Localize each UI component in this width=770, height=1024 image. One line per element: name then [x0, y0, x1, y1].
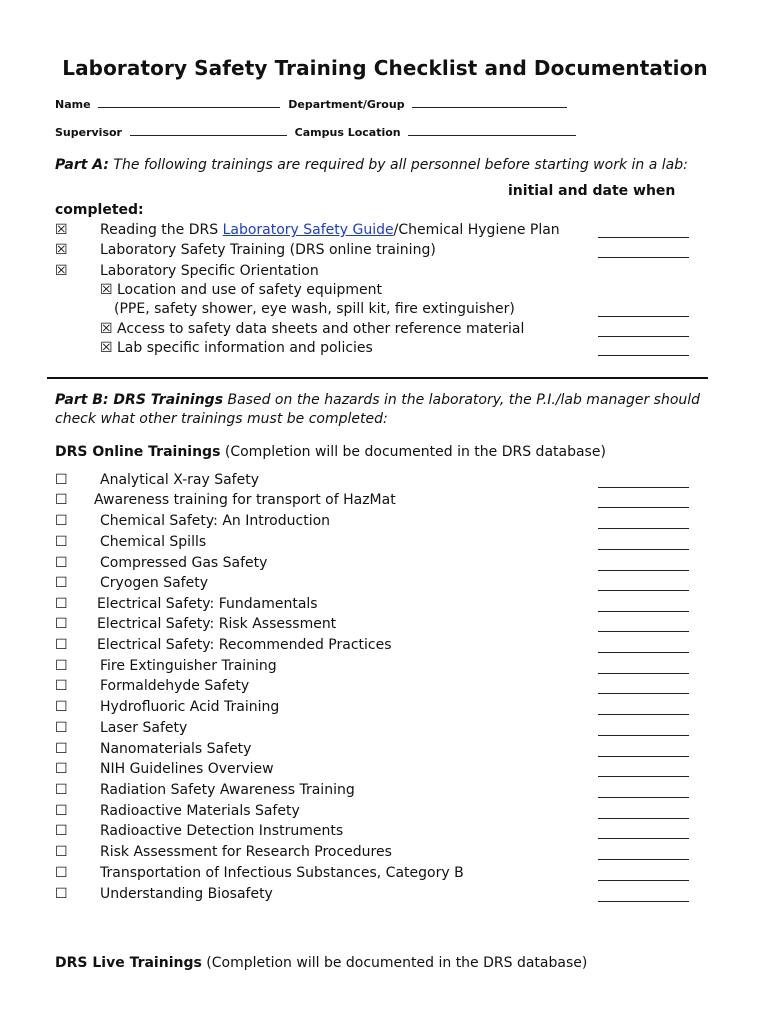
name-dept-row — [55, 97, 571, 111]
training-label: Electrical Safety: Recommended Practices — [97, 637, 392, 653]
unchecked-box-icon[interactable]: ☐ — [55, 555, 68, 571]
completed-header: completed: — [55, 202, 144, 218]
name-label: Name — [55, 98, 91, 111]
unchecked-box-icon[interactable]: ☐ — [55, 803, 68, 819]
online-training-row — [0, 720, 770, 740]
unchecked-box-icon[interactable]: ☐ — [55, 616, 68, 632]
initial-date-line[interactable] — [598, 838, 689, 839]
department-label: Department/Group — [288, 98, 405, 111]
lab-safety-guide-link[interactable]: Laboratory Safety Guide — [222, 222, 394, 238]
part-a-subitem-lab-policies — [0, 340, 770, 360]
initial-date-line[interactable] — [598, 756, 689, 757]
live-heading: DRS Live Trainings — [55, 955, 202, 971]
subitem-label: ☒ Access to safety data sheets and other reference material — [100, 321, 525, 337]
page-title: Laboratory Safety Training Checklist and Documentation — [62, 56, 708, 80]
unchecked-box-icon[interactable]: ☐ — [55, 492, 68, 508]
online-training-row — [0, 678, 770, 698]
unchecked-box-icon[interactable]: ☐ — [55, 699, 68, 715]
initial-date-line[interactable] — [598, 507, 689, 508]
training-label: Chemical Spills — [100, 534, 207, 550]
initial-date-line[interactable] — [598, 590, 689, 591]
initial-date-line[interactable] — [598, 611, 689, 612]
online-training-row — [0, 699, 770, 719]
part-a-item-lab-safety-training — [0, 242, 770, 262]
online-training-row — [0, 596, 770, 616]
online-trainings-heading — [55, 444, 606, 460]
online-training-row — [0, 534, 770, 554]
unchecked-box-icon[interactable]: ☐ — [55, 865, 68, 881]
initial-date-line[interactable] — [598, 735, 689, 736]
initial-date-line[interactable] — [598, 673, 689, 674]
live-note: (Completion will be documented in the DRS database) — [201, 955, 588, 971]
online-training-row — [0, 575, 770, 595]
training-label: Compressed Gas Safety — [100, 555, 268, 571]
training-label: Nanomaterials Safety — [100, 741, 252, 757]
unchecked-box-icon[interactable]: ☐ — [55, 472, 68, 488]
unchecked-box-icon[interactable]: ☐ — [55, 782, 68, 798]
online-training-row — [0, 803, 770, 823]
online-training-row — [0, 637, 770, 657]
initial-date-line[interactable] — [598, 336, 689, 337]
online-note: (Completion will be documented in the DRS database) — [220, 444, 606, 460]
training-label: Electrical Safety: Fundamentals — [97, 596, 318, 612]
unchecked-box-icon[interactable]: ☐ — [55, 823, 68, 839]
initial-date-line[interactable] — [598, 797, 689, 798]
initial-date-line[interactable] — [598, 776, 689, 777]
online-training-row — [0, 782, 770, 802]
training-label: Radioactive Materials Safety — [100, 803, 300, 819]
online-heading: DRS Online Trainings — [55, 444, 221, 460]
initial-date-line[interactable] — [598, 316, 689, 317]
training-label: Fire Extinguisher Training — [100, 658, 277, 674]
initial-date-line[interactable] — [598, 693, 689, 694]
supervisor-campus-row — [55, 125, 580, 139]
training-label: Transportation of Infectious Substances, Category B — [100, 865, 464, 881]
unchecked-box-icon[interactable]: ☐ — [55, 678, 68, 694]
part-a-item-lab-orientation — [0, 263, 770, 283]
online-training-row — [0, 823, 770, 843]
part-a-text: The following trainings are required by all personnel before starting work in a lab: — [108, 157, 688, 173]
part-a-subitem-ppe — [0, 301, 770, 321]
training-label: Laser Safety — [100, 720, 188, 736]
checked-box-icon[interactable]: ☒ — [55, 242, 68, 258]
training-label: Cryogen Safety — [100, 575, 208, 591]
unchecked-box-icon[interactable]: ☐ — [55, 596, 68, 612]
initial-date-line[interactable] — [598, 570, 689, 571]
initial-date-line[interactable] — [598, 237, 689, 238]
training-label: Formaldehyde Safety — [100, 678, 250, 694]
part-a-intro — [55, 156, 688, 175]
live-trainings-heading — [55, 955, 587, 971]
online-training-row — [0, 492, 770, 512]
initial-date-line[interactable] — [598, 859, 689, 860]
online-training-row — [0, 844, 770, 864]
item-label-suffix: /Chemical Hygiene Plan — [393, 222, 560, 238]
training-label: Hydrofluoric Acid Training — [100, 699, 280, 715]
initial-date-line[interactable] — [598, 487, 689, 488]
online-training-row — [0, 513, 770, 533]
checked-box-icon[interactable]: ☒ — [55, 263, 68, 279]
initial-date-line[interactable] — [598, 355, 689, 356]
online-training-row — [0, 886, 770, 906]
training-label: Risk Assessment for Research Procedures — [100, 844, 392, 860]
unchecked-box-icon[interactable]: ☐ — [55, 720, 68, 736]
name-field[interactable] — [98, 97, 280, 108]
unchecked-box-icon[interactable]: ☐ — [55, 575, 68, 591]
online-training-row — [0, 865, 770, 885]
department-field[interactable] — [412, 97, 567, 108]
unchecked-box-icon[interactable]: ☐ — [55, 741, 68, 757]
training-label: Radiation Safety Awareness Training — [100, 782, 355, 798]
part-a-subitem-safety-equipment — [0, 282, 770, 302]
training-label: Awareness training for transport of HazMat — [94, 492, 396, 508]
item-label: Laboratory Specific Orientation — [100, 263, 319, 279]
unchecked-box-icon[interactable]: ☐ — [55, 534, 68, 550]
online-training-row — [0, 472, 770, 492]
initial-date-line[interactable] — [598, 257, 689, 258]
campus-label: Campus Location — [294, 126, 401, 139]
initial-date-line[interactable] — [598, 818, 689, 819]
initial-date-line[interactable] — [598, 528, 689, 529]
part-b-label: Part B: DRS Trainings — [55, 392, 224, 408]
subitem-label: ☒ Lab specific information and policies — [100, 340, 373, 356]
unchecked-box-icon[interactable]: ☐ — [55, 844, 68, 860]
training-label: Electrical Safety: Risk Assessment — [97, 616, 337, 632]
initial-date-line[interactable] — [598, 880, 689, 881]
subitem-label: ☒ Location and use of safety equipment — [100, 282, 383, 298]
training-label: Understanding Biosafety — [100, 886, 273, 902]
part-a-subitem-sds — [0, 321, 770, 341]
checked-box-icon[interactable]: ☒ — [55, 222, 68, 238]
online-training-row — [0, 741, 770, 761]
unchecked-box-icon[interactable]: ☐ — [55, 886, 68, 902]
unchecked-box-icon[interactable]: ☐ — [55, 658, 68, 674]
training-label: Analytical X-ray Safety — [100, 472, 259, 488]
online-training-row — [0, 616, 770, 636]
initial-date-line[interactable] — [598, 652, 689, 653]
part-a-item-drs-guide — [0, 222, 770, 242]
online-training-row — [0, 555, 770, 575]
part-b-text-2: check what other trainings must be completed: — [55, 411, 388, 427]
subitem-label: (PPE, safety shower, eye wash, spill kit, fire extinguisher) — [114, 301, 515, 317]
initial-date-line[interactable] — [598, 549, 689, 550]
initial-date-line[interactable] — [598, 714, 689, 715]
initial-date-line[interactable] — [598, 901, 689, 902]
training-label: NIH Guidelines Overview — [100, 761, 274, 777]
campus-field[interactable] — [408, 125, 576, 136]
unchecked-box-icon[interactable]: ☐ — [55, 637, 68, 653]
training-label: Chemical Safety: An Introduction — [100, 513, 331, 529]
item-label-prefix: Reading the DRS — [100, 222, 223, 238]
unchecked-box-icon[interactable]: ☐ — [55, 513, 68, 529]
initial-date-line[interactable] — [598, 631, 689, 632]
part-b-text: Based on the hazards in the laboratory, the P.I./lab manager should — [223, 392, 701, 408]
part-a-label: Part A: — [55, 157, 109, 173]
initial-date-header: initial and date when — [508, 183, 676, 199]
unchecked-box-icon[interactable]: ☐ — [55, 761, 68, 777]
section-divider — [47, 377, 708, 379]
supervisor-label: Supervisor — [55, 126, 122, 139]
online-training-row — [0, 658, 770, 678]
supervisor-field[interactable] — [130, 125, 287, 136]
training-label: Radioactive Detection Instruments — [100, 823, 344, 839]
item-label: Laboratory Safety Training (DRS online training) — [100, 242, 436, 258]
online-training-row — [0, 761, 770, 781]
part-b-intro — [55, 391, 700, 429]
